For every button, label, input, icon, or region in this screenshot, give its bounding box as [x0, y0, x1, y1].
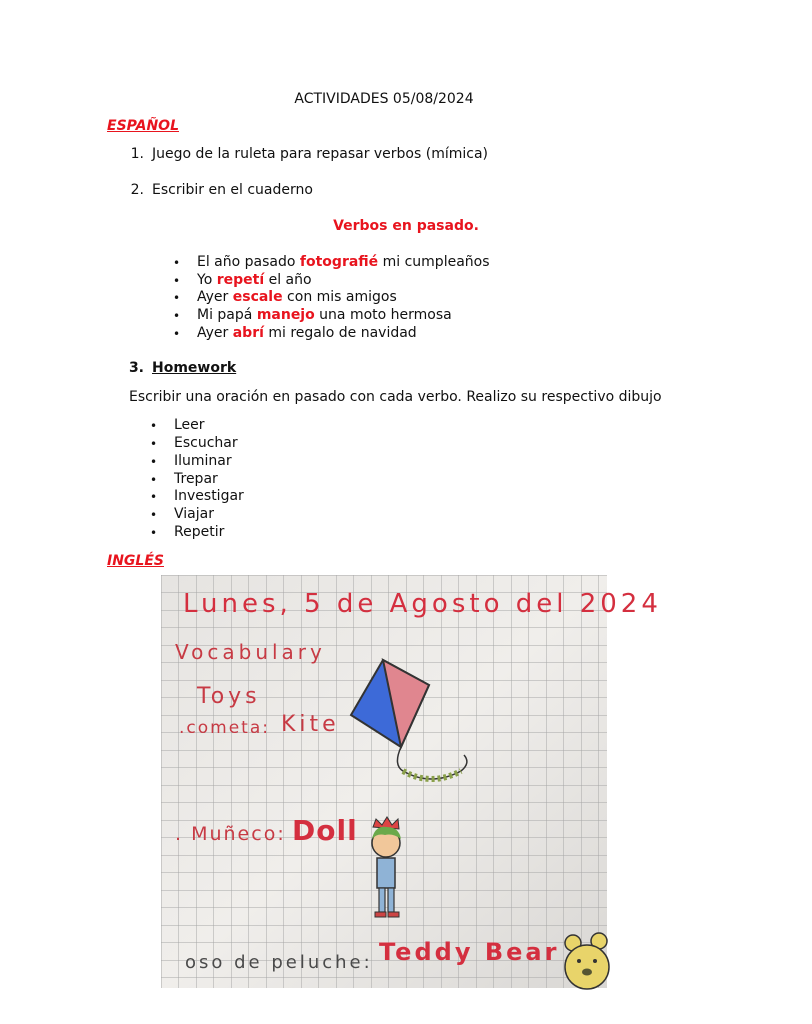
bullet-icon: • [173, 291, 181, 305]
sentence-item: El año pasado fotografié mi cumpleaños [197, 254, 490, 270]
list-item: Escribir en el cuaderno [152, 182, 313, 198]
section-heading-espanol: ESPAÑOL [107, 118, 179, 134]
notebook-teddy-bear: Teddy Bear [379, 938, 560, 966]
bullet-icon: • [150, 455, 158, 469]
bullet-icon: • [150, 419, 158, 433]
notebook-muneco: . Muñeco: [175, 823, 286, 845]
list-number: 3. [128, 360, 144, 376]
bullet-icon: • [173, 327, 181, 341]
notebook-vocabulary: Vocabulary [175, 640, 326, 664]
verb-item: Escuchar [174, 435, 238, 451]
notebook-topic: Toys [197, 684, 261, 709]
homework-heading: Homework [152, 360, 237, 376]
bullet-icon: • [173, 274, 181, 288]
list-number: 2. [130, 182, 144, 198]
list-item: Juego de la ruleta para repasar verbos (mímica) [152, 146, 488, 162]
notebook-photo [161, 575, 662, 988]
bullet-icon: • [150, 526, 158, 540]
verb-item: Iluminar [174, 453, 232, 469]
notebook-date: Lunes, 5 de Agosto del 2024 [183, 589, 662, 619]
bullet-icon: • [150, 437, 158, 451]
verb-item: Trepar [174, 471, 218, 487]
notebook-kite: Kite [281, 712, 340, 737]
verb-item: Investigar [174, 488, 244, 504]
list-number: 1. [130, 146, 144, 162]
sentence-item: Ayer escale con mis amigos [197, 289, 397, 305]
bullet-icon: • [150, 473, 158, 487]
notebook-oso: oso de peluche: [185, 952, 373, 973]
bullet-icon: • [150, 508, 158, 522]
bullet-icon: • [173, 256, 181, 270]
sentence-item: Yo repetí el año [197, 272, 312, 288]
sentence-item: Ayer abrí mi regalo de navidad [197, 325, 417, 341]
page-title: ACTIVIDADES 05/08/2024 [294, 91, 474, 107]
notebook-cometa: .cometa: [179, 718, 270, 738]
section-heading-ingles: INGLÉS [107, 553, 164, 569]
verb-item: Repetir [174, 524, 225, 540]
bullet-icon: • [173, 309, 181, 323]
bullet-icon: • [150, 490, 158, 504]
sentence-item: Mi papá manejo una moto hermosa [197, 307, 452, 323]
notebook-doll: Doll [292, 814, 358, 847]
verb-item: Leer [174, 417, 205, 433]
verb-item: Viajar [174, 506, 214, 522]
homework-instruction: Escribir una oración en pasado con cada verbo. Realizo su respectivo dibujo [129, 389, 662, 405]
verbs-subheading: Verbos en pasado. [333, 218, 479, 234]
